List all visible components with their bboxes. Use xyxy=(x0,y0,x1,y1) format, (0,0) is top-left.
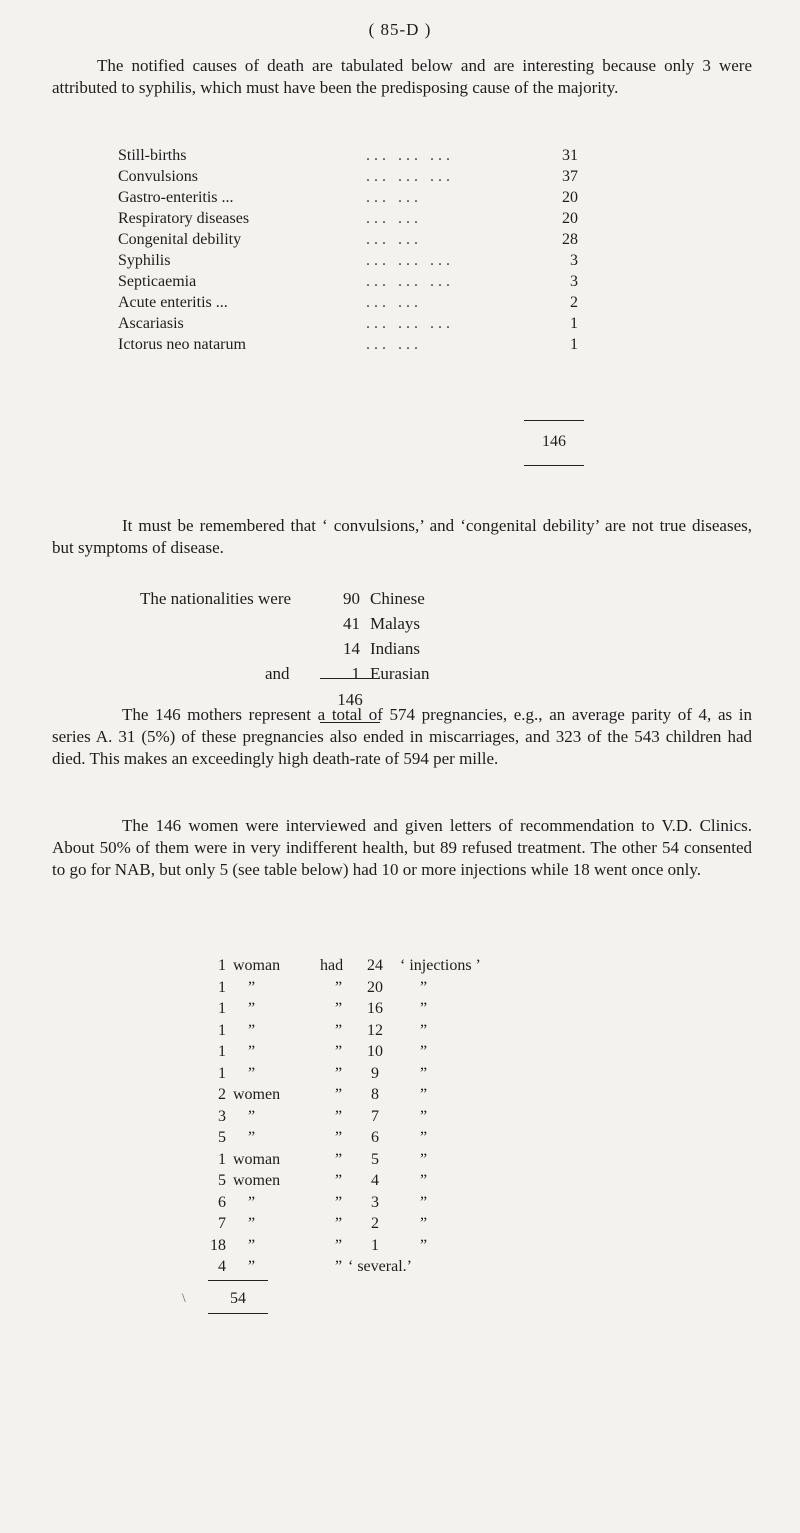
leader-dots: ... ... ... xyxy=(366,273,454,290)
causes-of-death-table xyxy=(118,145,618,355)
cause-name: Respiratory diseases xyxy=(118,210,250,227)
leader-dots: ... ... ... xyxy=(366,147,454,164)
women-count: 1 xyxy=(218,978,226,996)
intro-paragraph: The notified causes of death are tabulated below and are interesting because only 3 were attributed to syphilis, which must have been the predisposing cause of the majority. xyxy=(52,56,752,97)
table-row xyxy=(118,166,618,187)
women-label: ” xyxy=(248,1021,256,1039)
injection-count: 6 xyxy=(371,1129,379,1146)
leader-dots: ... ... ... xyxy=(366,252,454,269)
had-label: ” xyxy=(335,1107,343,1125)
injections-label: ” xyxy=(420,1064,428,1082)
injections-label: ” xyxy=(420,1172,428,1189)
cause-count: 3 xyxy=(570,252,578,269)
nationality-name: Chinese xyxy=(370,589,425,608)
injection-count: 1 xyxy=(371,1236,379,1254)
had-label: ” xyxy=(335,1236,343,1254)
leader-dots: ... ... xyxy=(366,210,422,227)
injections-label: ” xyxy=(420,1215,428,1232)
injections-label: ” xyxy=(420,1021,428,1039)
injection-count: 5 xyxy=(371,1150,379,1168)
injections-label: ” xyxy=(420,1043,428,1060)
table-row xyxy=(118,271,618,292)
cause-name: Gastro-enteritis ... xyxy=(118,189,234,206)
women-label: woman xyxy=(233,1150,281,1168)
women-count: 6 xyxy=(218,1193,226,1211)
page-number: ( 85-D ) xyxy=(368,20,432,39)
injection-count: 9 xyxy=(371,1064,379,1082)
nationality-count: 14 xyxy=(343,639,360,658)
table-row xyxy=(118,145,618,166)
injections-label: ” xyxy=(420,1107,428,1125)
injections-label: ” xyxy=(420,1150,428,1168)
total-rule-bottom xyxy=(524,465,584,466)
leader-dots: ... ... xyxy=(366,294,422,311)
had-label: had xyxy=(320,957,344,974)
injection-count: 12 xyxy=(367,1021,383,1039)
women-count: 5 xyxy=(218,1129,226,1146)
mothers-paragraph: The 146 mothers represent a total of 574 pregnancies, e.g., an average parity of 4, as in series A. 31 (5%) of these pregnancies also ended in miscarriages, and 323 of the 543 children had died. This makes an exceedingly high death-rate of 594 per mille. xyxy=(52,705,752,768)
had-label: ” xyxy=(335,1215,343,1232)
nationality-count: 1 xyxy=(351,664,360,683)
remember-paragraph: It must be remembered that ‘ convulsions,’ and ‘congenital debility’ are not true diseases, but symptoms of disease. xyxy=(52,516,752,557)
had-label: ” xyxy=(335,1043,343,1060)
women-count: 1 xyxy=(218,1150,226,1168)
causes-total: 146 xyxy=(542,433,566,450)
cause-count: 1 xyxy=(570,336,578,353)
women-count: 1 xyxy=(218,1021,226,1039)
women-count: 4 xyxy=(218,1258,226,1275)
injection-count: 10 xyxy=(367,1043,383,1060)
leader-dots: ... ... ... xyxy=(366,315,454,332)
injection-count: 3 xyxy=(371,1193,379,1211)
had-label: ” xyxy=(335,1150,343,1168)
cause-name: Still-births xyxy=(118,147,187,164)
leader-dots: ... ... xyxy=(366,336,422,353)
cause-name: Convulsions xyxy=(118,168,199,185)
women-count: 1 xyxy=(218,957,226,974)
had-label: ” xyxy=(335,1086,343,1103)
leader-dots: ... ... xyxy=(366,189,422,206)
women-label: ” xyxy=(248,1043,256,1060)
women-paragraph: The 146 women were interviewed and given letters of recommendation to V.D. Clinics. About 50% of them were in very indifferent health, but 89 refused treatment. The other 54 consented to go for NAB, but only 5 (see table below) had 10 or more injections while 18 went once only. xyxy=(52,816,752,879)
women-count: 1 xyxy=(218,1064,226,1082)
total-rule-bottom xyxy=(208,1313,268,1314)
injections-label: ” xyxy=(420,1236,428,1254)
cause-name: Septicaemia xyxy=(118,273,197,290)
nationality-name: Malays xyxy=(370,614,421,633)
women-label: ” xyxy=(248,1258,256,1275)
table-row xyxy=(118,229,618,250)
total-rule-top xyxy=(208,1280,268,1281)
women-label: woman xyxy=(233,957,281,974)
cause-name: Syphilis xyxy=(118,252,171,269)
total-rule-top xyxy=(524,420,584,421)
injection-count: 7 xyxy=(371,1107,379,1125)
cause-count: 37 xyxy=(562,168,578,185)
injections-label: ” xyxy=(420,1193,428,1211)
women-label: ” xyxy=(248,1236,256,1254)
leader-dots: ... ... ... xyxy=(366,168,454,185)
had-label: ” xyxy=(335,1064,343,1082)
women-count: 18 xyxy=(210,1236,226,1254)
nationality-name: Eurasian xyxy=(370,664,430,683)
table-row xyxy=(118,292,618,313)
injections-label: ” xyxy=(420,978,428,996)
nationality-count: 41 xyxy=(343,614,360,633)
injection-count: ‘ several.’ xyxy=(348,1258,412,1275)
had-label: ” xyxy=(335,1000,343,1017)
women-count: 1 xyxy=(218,1000,226,1017)
table-row xyxy=(118,334,618,355)
total-rule-top xyxy=(320,678,380,679)
table-row xyxy=(118,208,618,229)
had-label: ” xyxy=(335,1129,343,1146)
women-label: ” xyxy=(248,978,256,996)
women-label: ” xyxy=(248,1000,256,1017)
had-label: ” xyxy=(335,978,343,996)
women-label: ” xyxy=(248,1064,256,1082)
cause-name: Congenital debility xyxy=(118,231,242,248)
cause-count: 3 xyxy=(570,273,578,290)
women-count: 7 xyxy=(218,1215,226,1232)
injections-total: 54 xyxy=(230,1290,246,1307)
cause-name: Ascariasis xyxy=(118,315,184,332)
cause-count: 28 xyxy=(562,231,578,248)
cause-count: 1 xyxy=(570,315,578,332)
cause-count: 20 xyxy=(562,189,578,206)
nationality-count: 90 xyxy=(343,589,360,608)
women-label: ” xyxy=(248,1193,256,1211)
nationality-name: Indians xyxy=(370,639,421,658)
cause-count: 31 xyxy=(562,147,578,164)
nationalities-total: 146 xyxy=(337,690,363,709)
injection-count: 4 xyxy=(371,1172,379,1189)
women-label: women xyxy=(233,1172,281,1189)
had-label: ” xyxy=(335,1258,343,1275)
injections-label: ‘ injections ’ xyxy=(400,957,481,974)
had-label: ” xyxy=(335,1021,343,1039)
injections-label: ” xyxy=(420,1086,428,1103)
cause-count: 2 xyxy=(570,294,578,311)
had-label: ” xyxy=(335,1193,343,1211)
injection-count: 8 xyxy=(371,1086,379,1103)
women-label: ” xyxy=(248,1129,256,1146)
had-label: ” xyxy=(335,1172,343,1189)
women-count: 3 xyxy=(218,1107,226,1125)
injection-count: 24 xyxy=(367,957,383,974)
cause-count: 20 xyxy=(562,210,578,227)
injection-count: 2 xyxy=(371,1215,379,1232)
nationality-intro: The nationalities were xyxy=(140,589,292,608)
margin-mark: \ xyxy=(182,1290,186,1305)
injection-count: 16 xyxy=(367,1000,383,1017)
cause-name: Acute enteritis ... xyxy=(118,294,228,311)
women-label: women xyxy=(233,1086,281,1103)
women-count: 5 xyxy=(218,1172,226,1189)
nationality-intro: and xyxy=(265,664,290,683)
women-label: ” xyxy=(248,1215,256,1232)
women-label: ” xyxy=(248,1107,256,1125)
cause-name: Ictorus neo natarum xyxy=(118,336,246,353)
leader-dots: ... ... xyxy=(366,231,422,248)
injections-label: ” xyxy=(420,1000,428,1017)
table-row xyxy=(118,313,618,334)
women-count: 1 xyxy=(218,1043,226,1060)
injection-count: 20 xyxy=(367,978,383,996)
women-count: 2 xyxy=(218,1086,226,1103)
injections-label: ” xyxy=(420,1129,428,1146)
table-row xyxy=(118,187,618,208)
table-row xyxy=(118,250,618,271)
